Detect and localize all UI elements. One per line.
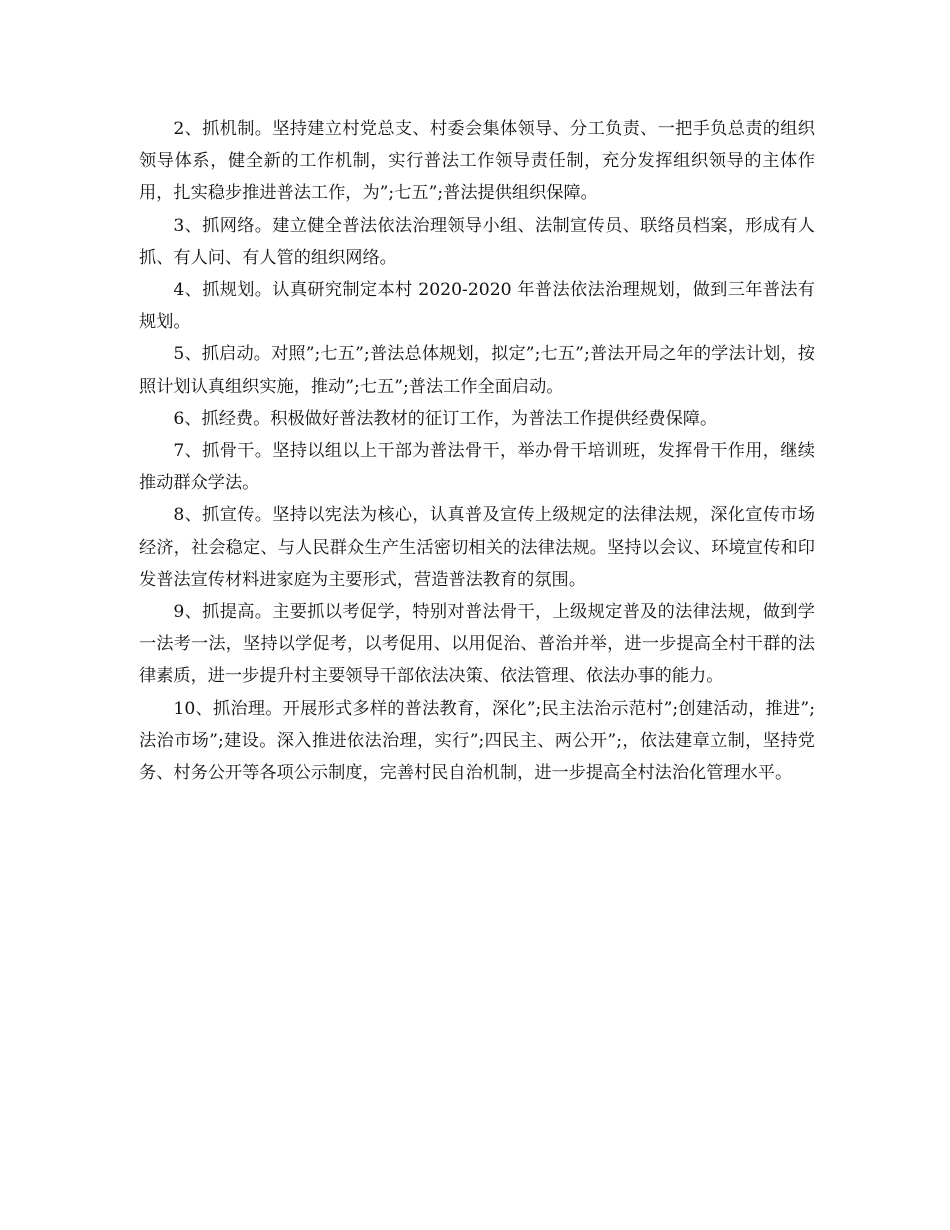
document-body — [139, 113, 815, 789]
paragraph-funding: 6、抓经费。积极做好普法教材的征订工作，为普法工作提供经费保障。 — [173, 408, 718, 429]
paragraph-network: 3、抓网络。建立健全普法依法治理领导小组、法制宣传员、联络员档案，形成有人抓、有人问、有人管的组织网络。 — [139, 215, 815, 268]
paragraph-governance: 10、抓治理。开展形式多样的普法教育，深化”;民主法治示范村”;创建活动，推进”;法治市场”;建设。深入推进依法治理，实行”;四民主、两公开”;，依法建章立制，坚持党务、村务公开等各项公示制度，完善村民自治机制，进一步提高全村法治化管理水平。 — [139, 698, 815, 784]
paragraph-planning: 4、抓规划。认真研究制定本村 2020-2020 年普法依法治理规划，做到三年普法有规划。 — [139, 280, 815, 333]
paragraph-publicity: 8、抓宣传。坚持以宪法为核心，认真普及宣传上级规定的法律法规，深化宣传市场经济，社会稳定、与人民群众生产生活密切相关的法律法规。坚持以会议、环境宣传和印发普法宣传材料进家庭为主要形式，营造普法教育的氛围。 — [139, 505, 815, 590]
paragraph-backbone: 7、抓骨干。坚持以组以上干部为普法骨干，举办骨干培训班，发挥骨干作用，继续推动群众学法。 — [139, 441, 815, 494]
paragraph-improvement: 9、抓提高。主要抓以考促学，特别对普法骨干，上级规定普及的法律法规，做到学一法考一法，坚持以学促考，以考促用、以用促治、普治并举，进一步提高全村干群的法律素质，进一步提升村主要领导干部依法决策、依法管理、依法办事的能力。 — [139, 602, 815, 687]
paragraph-mechanism: 2、抓机制。坚持建立村党总支、村委会集体领导、分工负责、一把手负总责的组织领导体系，健全新的工作机制，实行普法工作领导责任制，充分发挥组织领导的主体作用，扎实稳步推进普法工作，为”;七五”;普法提供组织保障。 — [139, 119, 815, 204]
paragraph-launch: 5、抓启动。对照”;七五”;普法总体规划，拟定”;七五”;普法开局之年的学法计划，按照计划认真组织实施，推动”;七五”;普法工作全面启动。 — [139, 344, 815, 397]
